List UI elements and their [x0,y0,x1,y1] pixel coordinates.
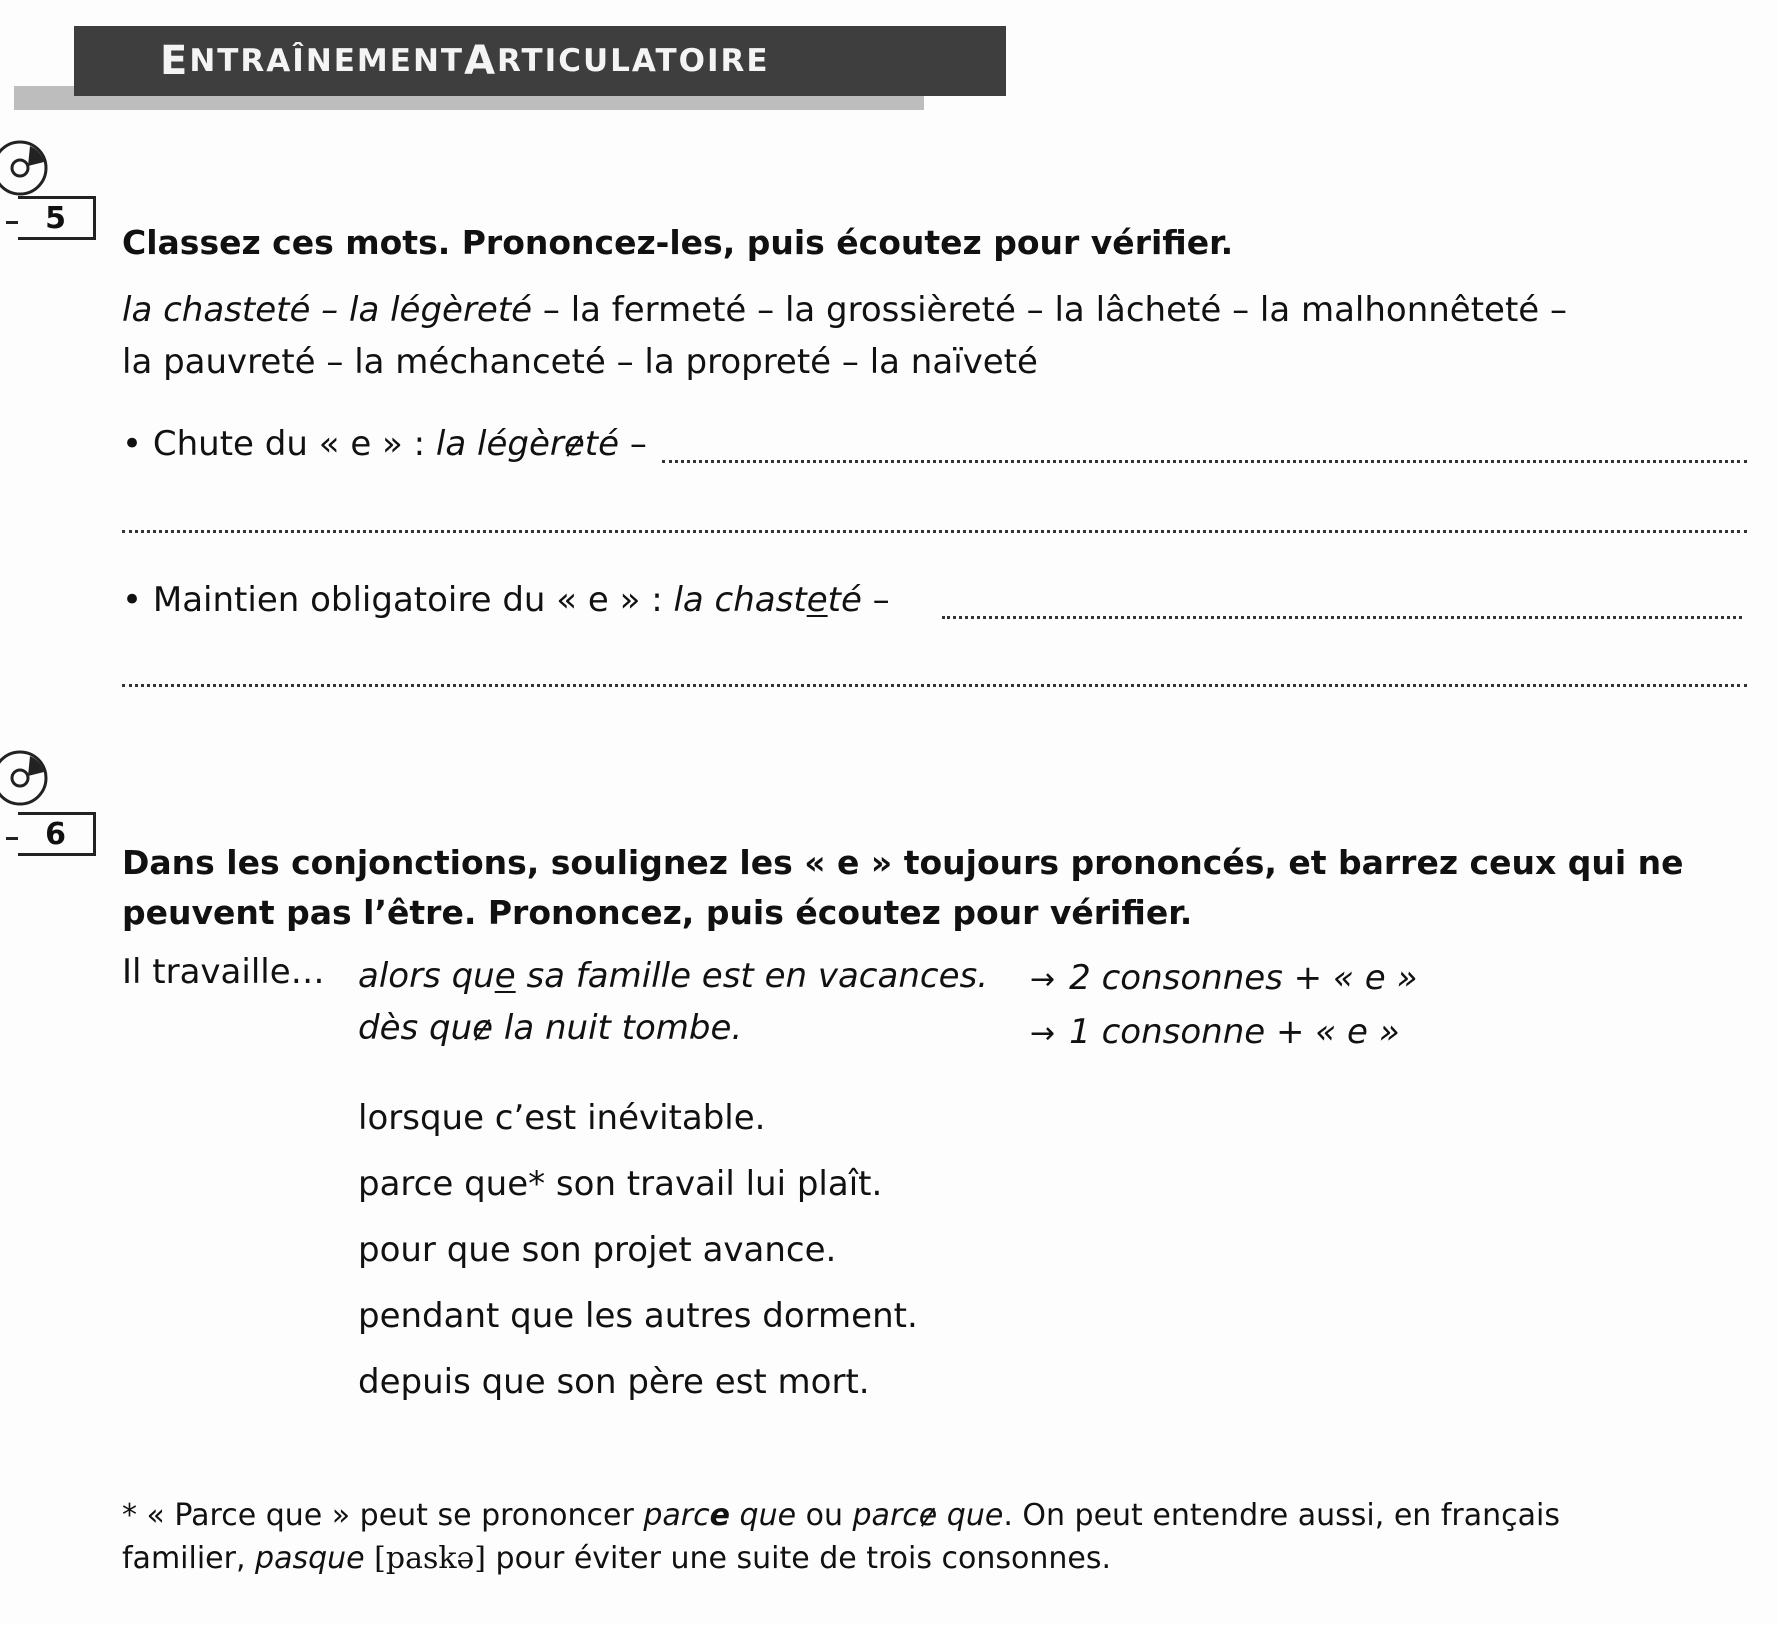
struck-e: e [919,1494,937,1537]
answer-line-4[interactable] [122,684,1747,687]
example-alors-que: alors que sa famille est en vacances. [358,956,989,996]
category-maintien [122,580,890,620]
arrow-right-icon: → [1030,1016,1056,1051]
banner-letter-2: A [464,38,498,84]
banner-letter-1: E [160,38,190,84]
words-italic: la chasteté – la légèreté [122,290,533,330]
bullet: • [122,580,143,620]
category-maintien-label: Maintien obligatoire du « e » : [152,580,674,620]
exercise-5-words-line1 [122,290,1567,330]
conjunction-item[interactable]: pendant que les autres dorment. [358,1296,918,1336]
footnote-italic-1: parce que [643,1498,797,1533]
banner-word-2: RTICULATOIRE [497,43,770,79]
exercise-5-words-line2: la pauvreté – la méchanceté – la propreté – la naïveté [122,342,1038,382]
example-note-1: → 2 consonnes + « e » [1030,958,1418,998]
category-chute-label: Chute du « e » : [152,424,436,464]
example-note-2: → 1 consonne + « e » [1030,1012,1400,1052]
conjunction-item[interactable]: parce que* son travail lui plaît. [358,1164,883,1204]
footnote-italic-3: pasque [255,1541,365,1576]
audio-cd-icon [0,138,58,196]
arrow-right-icon: → [1030,962,1056,997]
conjunction-item[interactable]: lorsque c’est inévitable. [358,1098,766,1138]
underlined-e: e [806,580,828,620]
example-des-que: dès que la nuit tombe. [358,1008,743,1048]
category-maintien-example: la chasteté [673,580,862,620]
footnote: * « Parce que » peut se prononcer parce que ou parce que. On peut entendre aussi, en français familier, pasque [paskə] pour éviter une suite de trois consonnes. [122,1494,1682,1580]
dash: – [861,580,890,620]
exercise-6-lead: Il travaille… [122,952,325,992]
banner-word-1: NTRAÎNEMENT [189,43,465,79]
exercise-6-instruction [122,838,1742,938]
category-chute [122,424,647,464]
exercise-5-instruction: Classez ces mots. Prononcez-les, puis écoutez pour vérifier. [122,223,1234,262]
struck-e: e [563,424,585,464]
answer-line-2[interactable] [122,530,1747,533]
instruction-line-2: peuvent pas l’être. Prononcez, puis écoutez pour vérifier. [122,893,1193,932]
exercise-number-5: 5 [18,196,96,240]
answer-line-1[interactable] [662,460,1747,463]
bullet: • [122,424,143,464]
audio-cd-icon [0,748,58,806]
section-banner [74,26,1006,96]
conjunction-item[interactable]: depuis que son père est mort. [358,1362,870,1402]
underlined-e: e [494,956,516,996]
conjunction-item[interactable]: pour que son projet avance. [358,1230,837,1270]
exercise-number-6: 6 [18,812,96,856]
dash: – [619,424,647,464]
struck-e: e [472,1008,494,1048]
answer-line-3[interactable] [942,616,1742,619]
category-chute-example: la légèreté [435,424,620,464]
words-rest: – la fermeté – la grossièreté – la lâcheté – la malhonnêteté – [532,290,1568,330]
phonetic-transcription: [paskə] [374,1541,486,1576]
instruction-line-1: Dans les conjonctions, soulignez les « e » toujours prononcés, et barrez ceux qui ne [122,843,1684,882]
footnote-italic-2: parce que [853,1498,1004,1533]
